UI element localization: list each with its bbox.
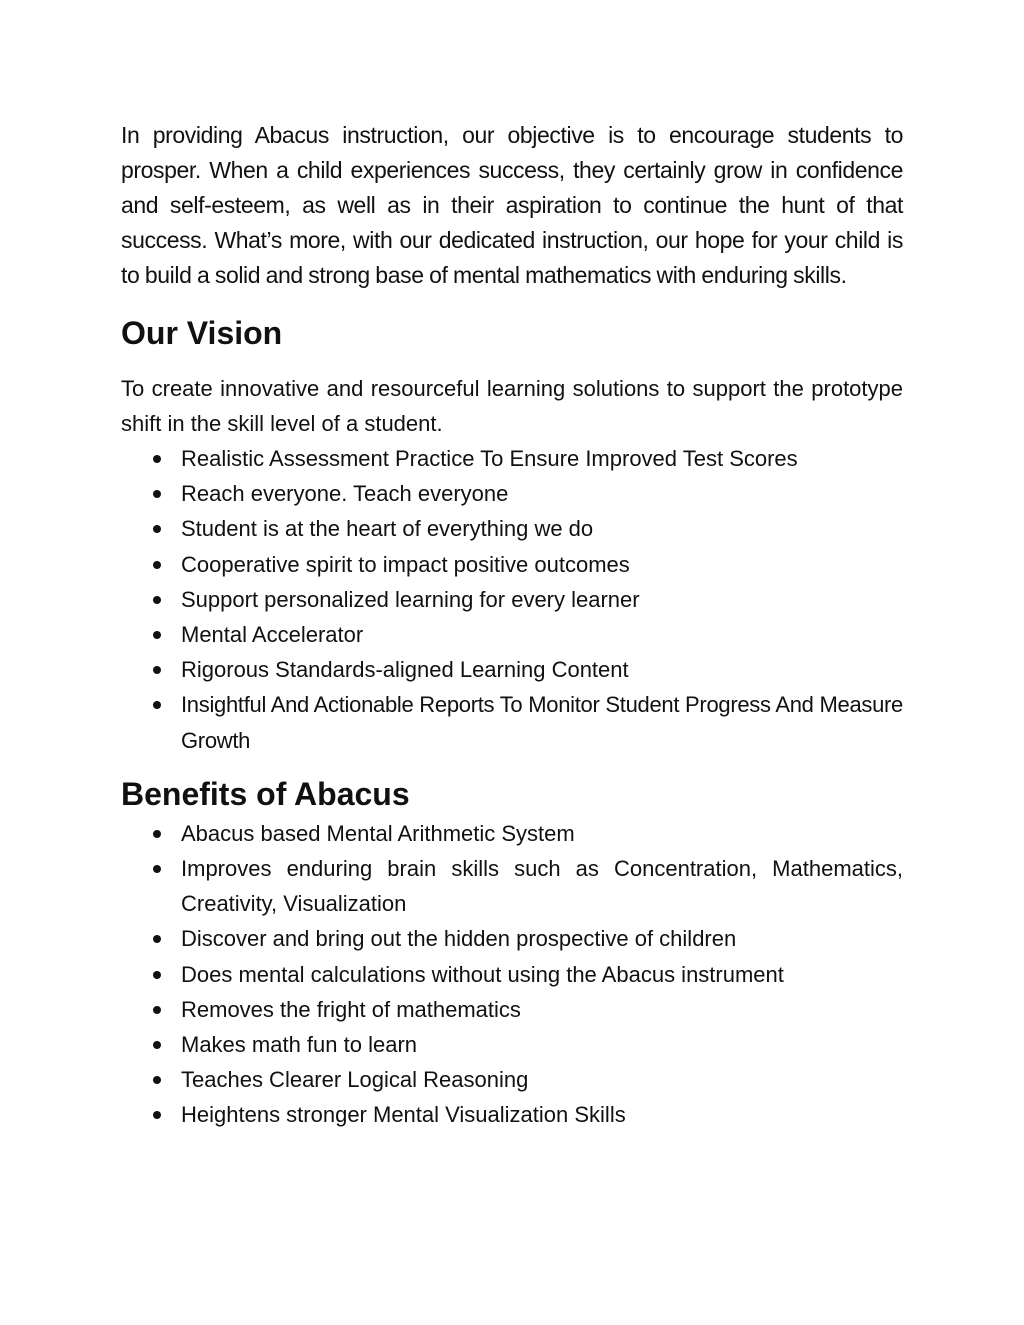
bullet-icon (153, 1111, 161, 1119)
list-item (121, 957, 903, 992)
intro-paragraph: In providing Abacus instruction, our objective is to encourage students to prosper. When a child experiences success, they certainly grow in confidence and self-esteem, as well as in their aspiration to continue the hunt of that success. What’s more, with our dedicated instruction, our hope for your child is to build a solid and strong base of mental mathematics with enduring skills. (121, 122, 903, 288)
list-item-text: Cooperative spirit to impact positive outcomes (181, 551, 630, 577)
bullet-icon (153, 1041, 161, 1049)
document-page (121, 118, 903, 1133)
list-item (121, 476, 903, 511)
bullet-icon (153, 971, 161, 979)
list-item-text: Teaches Clearer Logical Reasoning (181, 1067, 529, 1093)
list-item-text: Heightens stronger Mental Visualization Skills (181, 1102, 626, 1128)
list-item-text: Removes the fright of mathematics (181, 996, 521, 1022)
list-item (121, 921, 903, 956)
bullet-icon (153, 596, 161, 604)
list-item-text: Support personalized learning for every learner (181, 586, 640, 612)
bullet-icon (153, 561, 161, 569)
benefits-heading: Benefits of Abacus (121, 775, 410, 812)
list-item (121, 511, 903, 546)
list-item (121, 1062, 903, 1097)
list-item-text: Makes math fun to learn (181, 1032, 418, 1058)
list-item (121, 992, 903, 1027)
list-item (121, 652, 903, 687)
list-item-text: Student is at the heart of everything we do (181, 516, 594, 542)
list-item-text: Insightful And Actionable Reports To Monitor Student Progress And Measure Growth (181, 692, 903, 753)
list-item (121, 582, 903, 617)
bullet-icon (153, 666, 161, 674)
bullet-icon (153, 490, 161, 498)
list-item-text: Discover and bring out the hidden prospective of children (181, 926, 737, 952)
list-item-text: Does mental calculations without using the Abacus instrument (181, 961, 784, 987)
list-item-text: Realistic Assessment Practice To Ensure Improved Test Scores (181, 446, 798, 471)
list-item-text: Improves enduring brain skills such as Concentration, Mathematics, Creativity, Visualization (181, 856, 903, 917)
list-item (121, 441, 903, 476)
bullet-icon (153, 935, 161, 943)
bullet-icon (153, 1006, 161, 1014)
vision-list (121, 441, 903, 758)
bullet-icon (153, 525, 161, 533)
list-item-text: Rigorous Standards-aligned Learning Content (181, 657, 629, 683)
bullet-icon (153, 830, 161, 838)
vision-heading: Our Vision (121, 315, 283, 351)
list-item (121, 1097, 903, 1132)
list-item-text: Abacus based Mental Arithmetic System (181, 820, 575, 846)
list-item (121, 547, 903, 582)
list-item-text: Mental Accelerator (181, 622, 364, 648)
bullet-icon (153, 1076, 161, 1084)
bullet-icon (153, 701, 161, 709)
list-item (121, 851, 903, 921)
list-item (121, 687, 903, 757)
bullet-icon (153, 865, 161, 873)
list-item (121, 816, 903, 851)
bullet-icon (153, 455, 161, 463)
bullet-icon (153, 631, 161, 639)
list-item-text: Reach everyone. Teach everyone (181, 481, 509, 507)
benefits-list (121, 816, 903, 1133)
list-item (121, 617, 903, 652)
list-item (121, 1027, 903, 1062)
vision-statement: To create innovative and resourceful learning solutions to support the prototype shift in the skill level of a student. (121, 376, 903, 436)
